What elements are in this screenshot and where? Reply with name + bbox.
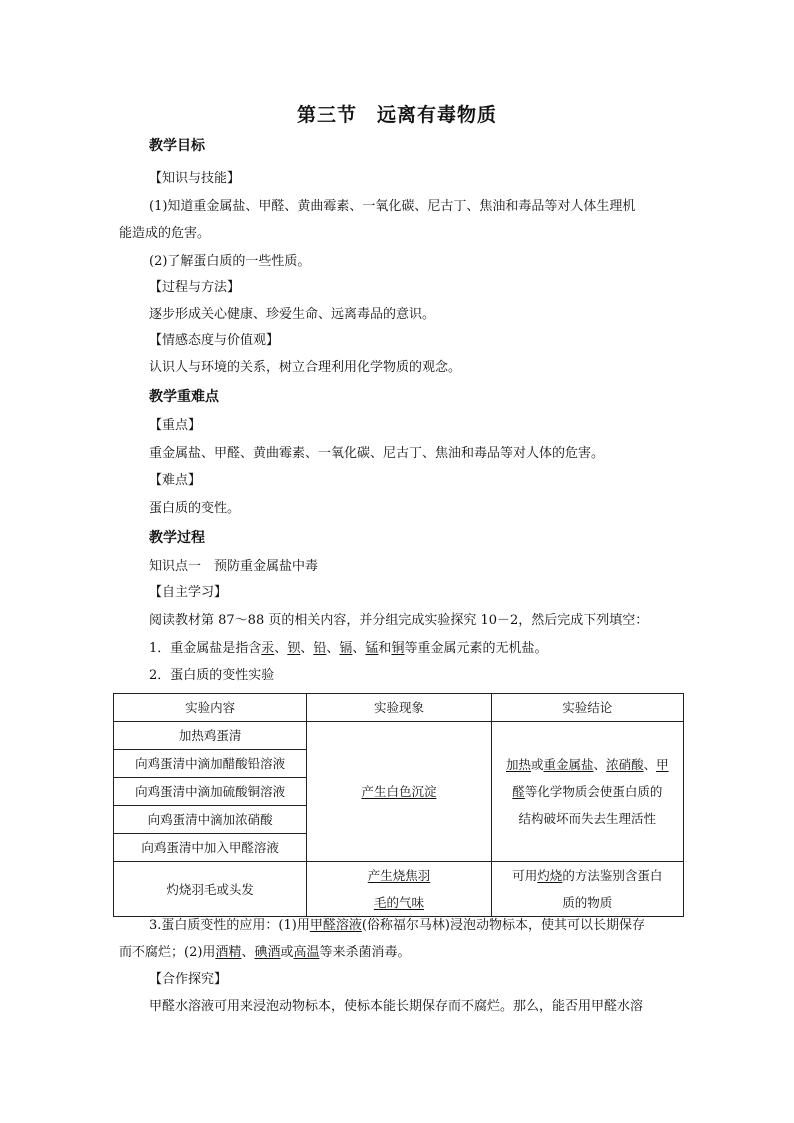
item-3-formaldehyde: 甲醛溶液 <box>309 918 362 933</box>
knowledge-heading: 【知识与技能】 <box>149 171 241 186</box>
item-3-line1 <box>149 917 645 935</box>
item-3-sep: 、 <box>241 945 255 960</box>
conclusion2-text-b: 的方法鉴别含蛋白 <box>562 868 663 883</box>
item-1-sep: 、 <box>352 641 366 656</box>
knowledge-item-1-line2: 能造成的危害。 <box>119 226 211 241</box>
phenomenon-line-1 <box>307 862 490 889</box>
table-cell-content: 灼烧羽毛或头发 <box>114 862 307 917</box>
item-1-mercury: 汞 <box>261 641 275 656</box>
table-header: 实验内容 <box>114 694 307 722</box>
process-heading: 【过程与方法】 <box>149 280 241 295</box>
coop-heading: 【合作探究】 <box>149 972 228 987</box>
phenomenon-burnt-smell-b: 毛的气味 <box>373 895 424 910</box>
item-3-text-f: 等来杀菌消毒。 <box>319 945 411 960</box>
conclusion-or: 或 <box>531 757 544 772</box>
item-1-sep: 、 <box>300 641 314 656</box>
conclusion-formaldehyde-b: 醛 <box>512 784 525 799</box>
conclusion-line-2 <box>492 778 683 805</box>
table-cell-content: 向鸡蛋清中滴加浓硝酸 <box>114 806 307 834</box>
table-cell-phenomenon <box>307 722 491 862</box>
focus-heading: 【重点】 <box>149 418 202 433</box>
page-title: 第三节 远离有毒物质 <box>296 104 497 126</box>
table-cell-content: 向鸡蛋清中滴加硫酸铜溶液 <box>114 778 307 806</box>
table-cell-conclusion <box>491 722 683 862</box>
item-1-copper: 铜 <box>391 641 405 656</box>
selfstudy-heading: 【自主学习】 <box>149 585 228 600</box>
phenomenon-line-2 <box>307 889 490 916</box>
item-1-lead: 铅 <box>313 641 327 656</box>
conclusion-sep: 、 <box>593 757 607 772</box>
item-3-or: 或 <box>280 945 294 960</box>
item-3-alcohol: 酒精 <box>215 945 242 960</box>
coop-text: 甲醛水溶液可用来浸泡动物标本，使标本能长期保存而不腐烂。那么，能否用甲醛水溶 <box>149 999 644 1014</box>
conclusion-line-1 <box>492 751 683 778</box>
attitude-heading: 【情感态度与价值观】 <box>149 333 280 348</box>
table-header: 实验结论 <box>491 694 683 722</box>
conclusion-heavy-metal: 重金属盐 <box>543 757 594 772</box>
item-1 <box>149 640 547 658</box>
table-cell-conclusion <box>491 862 683 917</box>
item-1-barium: 钡 <box>287 641 301 656</box>
difficulty-text: 蛋白质的变性。 <box>149 501 241 516</box>
table-header-row <box>114 694 684 722</box>
keypoints-heading: 教学重难点 <box>149 389 219 405</box>
phenomenon-white-precipitate: 产生白色沉淀 <box>361 784 437 799</box>
item-3-high-temp: 高温 <box>293 945 320 960</box>
read-instruction: 阅读教材第 87～88 页的相关内容，并分组完成实验探究 10－2，然后完成下列填空： <box>149 613 649 628</box>
item-1-and: 和 <box>378 641 392 656</box>
conclusion-sep: 、 <box>643 757 657 772</box>
conclusion2-burning: 灼烧 <box>537 868 563 883</box>
table-row <box>114 862 684 917</box>
knowledge-point-1: 知识点一 预防重金属盐中毒 <box>149 559 319 574</box>
item-3-iodine: 碘酒 <box>254 945 281 960</box>
conclusion-heating: 加热 <box>506 757 532 772</box>
conclusion-text: 等化学物质会使蛋白质的 <box>524 784 663 799</box>
table-row <box>114 722 684 750</box>
attitude-text: 认识人与环境的关系，树立合理利用化学物质的观念。 <box>149 360 462 375</box>
table-cell-phenomenon <box>307 862 491 917</box>
item-3-text-a: 3.蛋白质变性的应用：(1)用 <box>149 918 310 933</box>
process-text: 逐步形成关心健康、珍爱生命、远离毒品的意识。 <box>149 307 436 322</box>
conclusion-formaldehyde-a: 甲 <box>656 757 669 772</box>
knowledge-item-2: (2)了解蛋白质的一些性质。 <box>149 254 311 269</box>
table-cell-content: 向鸡蛋清中滴加醋酸铅溶液 <box>114 750 307 778</box>
conclusion2-text-a: 可用 <box>512 868 538 883</box>
knowledge-item-1-line1: (1)知道重金属盐、甲醛、黄曲霉素、一氧化碳、尼古丁、焦油和毒品等对人体生理机 <box>149 199 636 214</box>
item-1-text-a: 1．重金属盐是指含 <box>149 641 262 656</box>
table-cell-content: 加热鸡蛋清 <box>114 722 307 750</box>
item-3-line2 <box>119 944 411 962</box>
conclusion-nitric-acid: 浓硝酸 <box>606 757 644 772</box>
item-2: 2．蛋白质的变性实验 <box>149 668 275 683</box>
goals-heading: 教学目标 <box>149 138 205 154</box>
difficulty-heading: 【难点】 <box>149 473 202 488</box>
conclusion-line-3: 结构破坏而失去生理活性 <box>518 811 657 826</box>
experiment-table <box>113 693 684 917</box>
item-1-manganese: 锰 <box>365 641 379 656</box>
conclusion2-line-1 <box>492 862 683 889</box>
table-cell-content: 向鸡蛋清中加入甲醛溶液 <box>114 834 307 862</box>
item-3-text-b: (俗称福尔马林)浸泡动物标本，使其可以长期保存 <box>361 918 645 933</box>
conclusion2-line-2: 质的物质 <box>562 895 613 910</box>
item-1-text-b: 等重金属元素的无机盐。 <box>404 641 548 656</box>
item-1-sep: 、 <box>274 641 288 656</box>
phenomenon-burnt-smell-a: 产生烧焦羽 <box>367 868 431 883</box>
item-3-text-c: 而不腐烂；(2)用 <box>119 945 216 960</box>
item-1-cadmium: 镉 <box>339 641 353 656</box>
item-1-sep: 、 <box>326 641 340 656</box>
focus-text: 重金属盐、甲醛、黄曲霉素、一氧化碳、尼古丁、焦油和毒品等对人体的危害。 <box>149 446 605 461</box>
process2-heading: 教学过程 <box>149 530 205 546</box>
table-header: 实验现象 <box>307 694 491 722</box>
